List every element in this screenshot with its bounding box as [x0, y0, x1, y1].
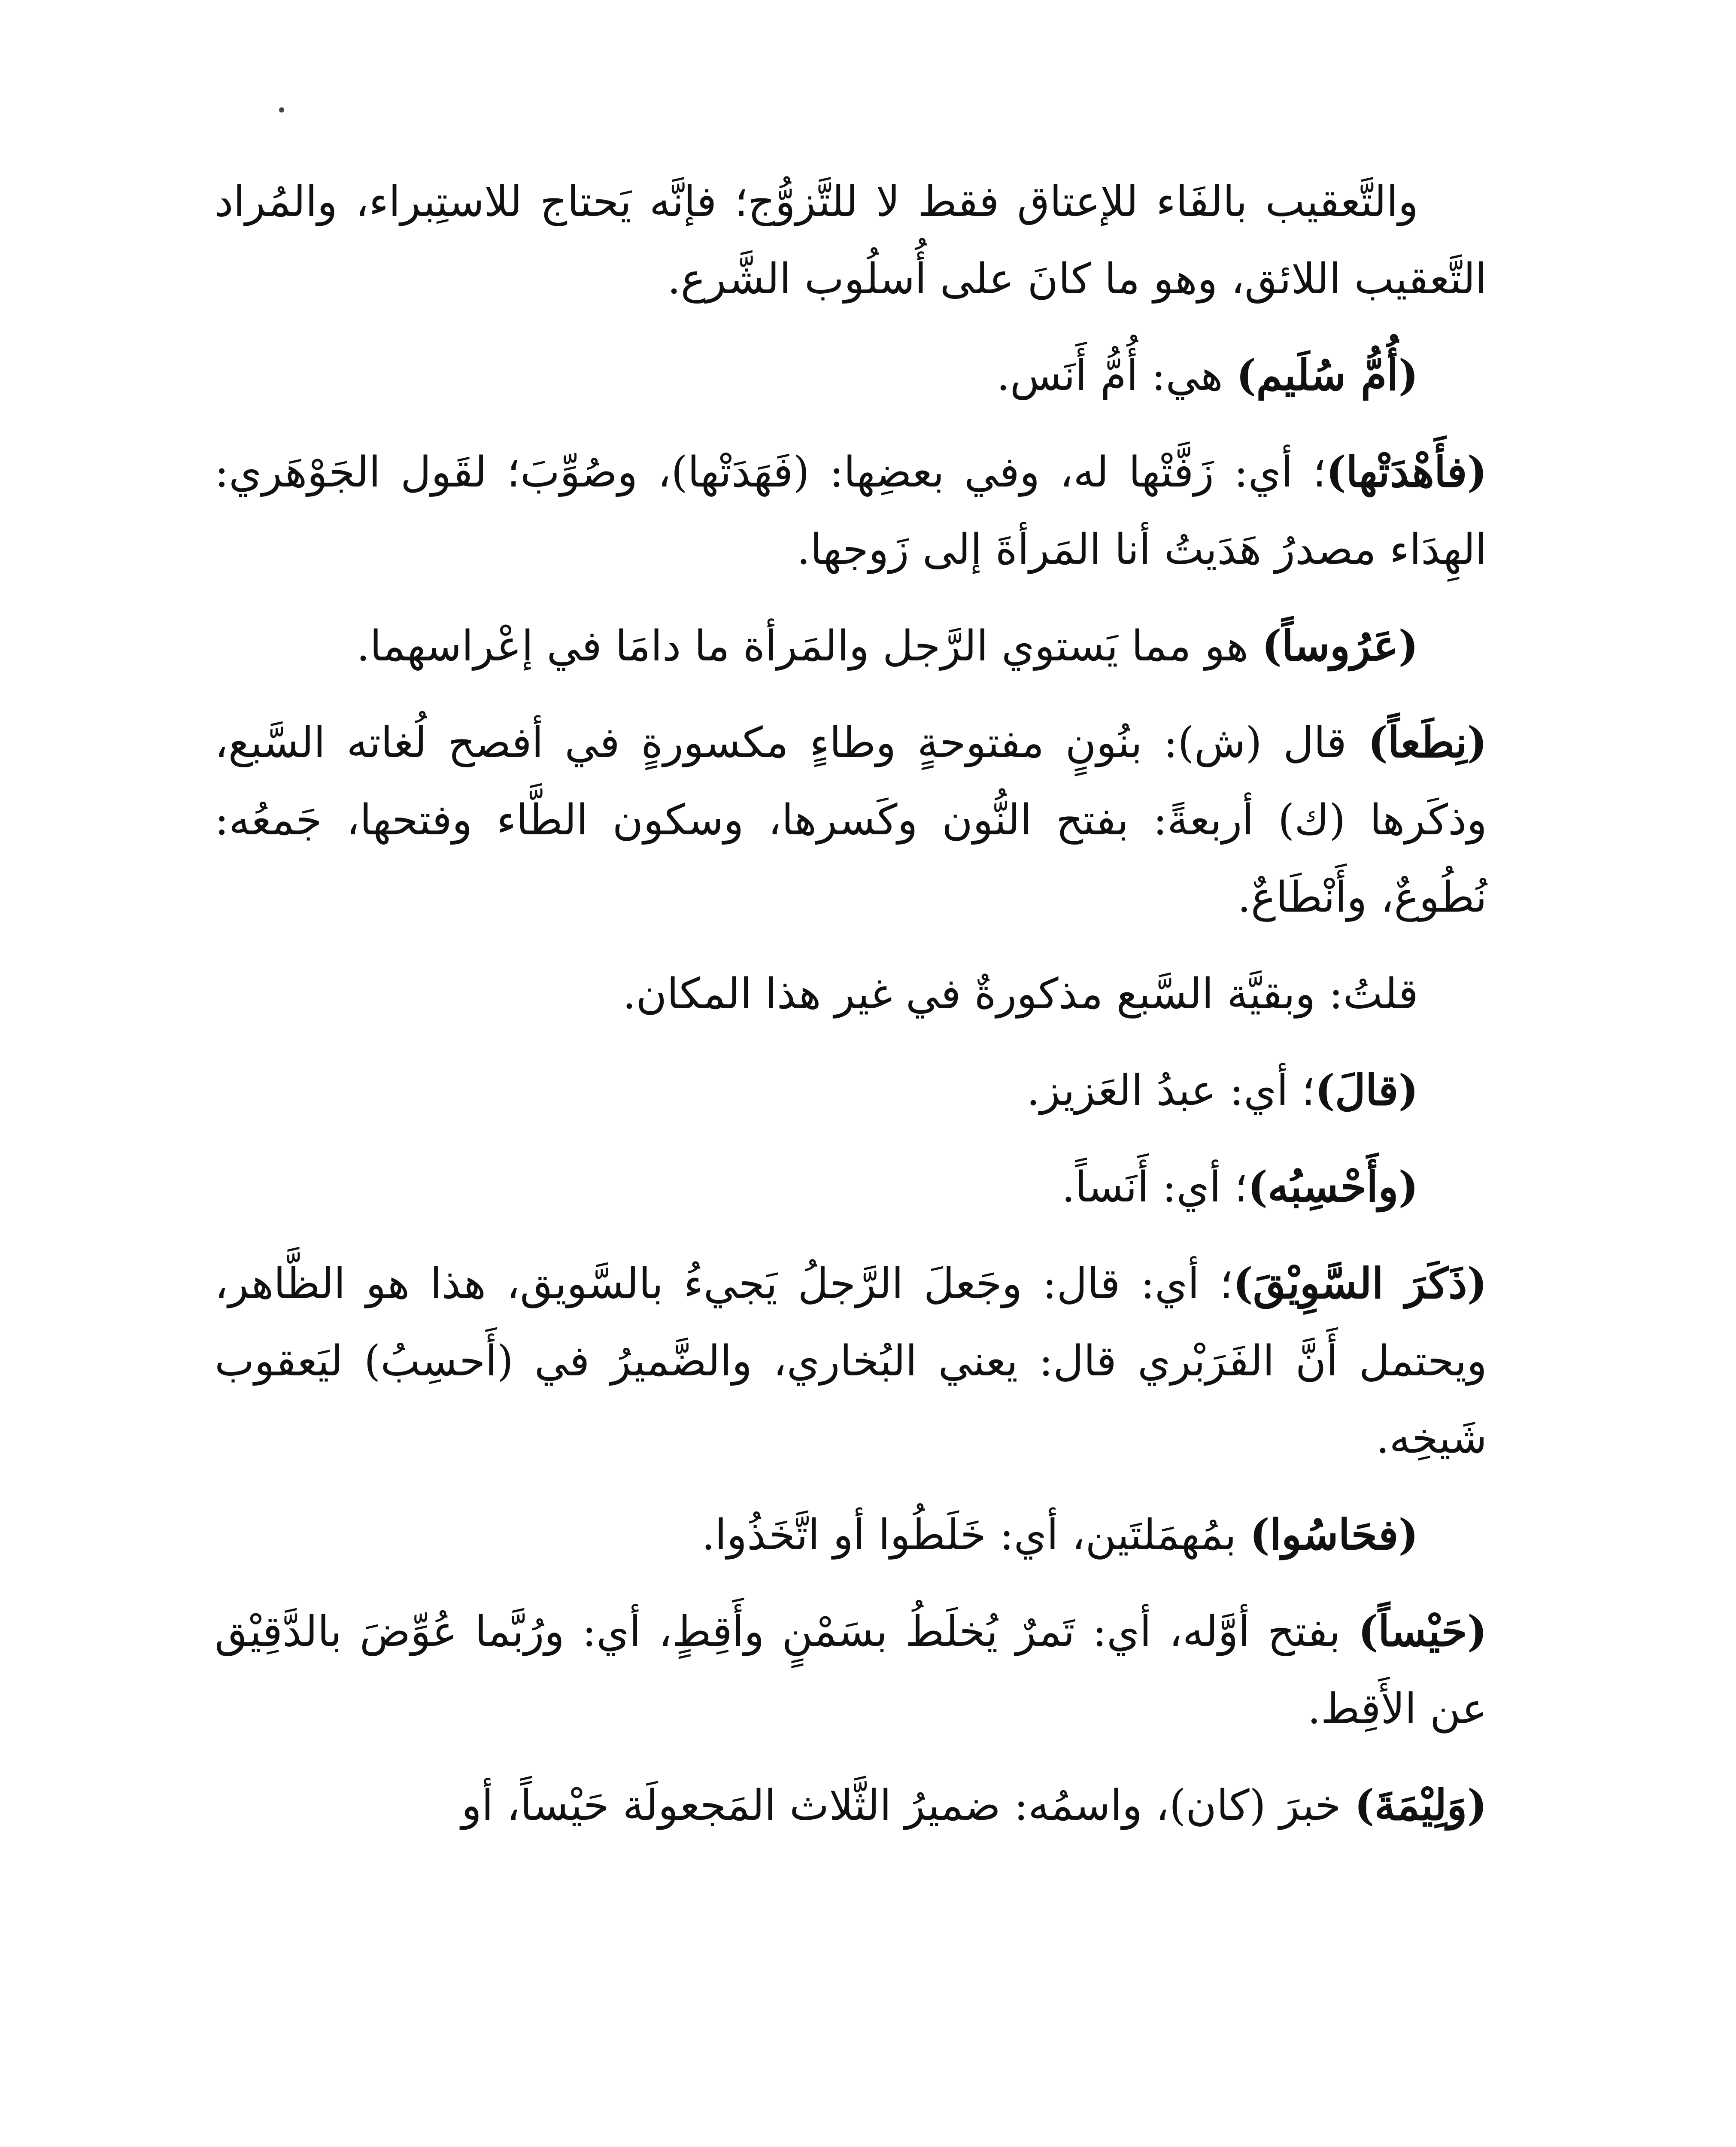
paragraph-5: [215, 704, 1487, 936]
term: (فحَاسُوا): [1250, 1510, 1418, 1560]
term: (أُمُّ سُلَيم): [1236, 351, 1418, 400]
term: (قالَ): [1315, 1066, 1418, 1115]
term: (عَرُوساً): [1262, 621, 1418, 671]
paragraph-3: [215, 434, 1487, 588]
paragraph-text: ؛ أي: زَفَّتْها له، وفي بعضِها: (فَهَدَتْها)، وصُوِّبَ؛ لقَول الجَوْهَري: الهِدَاء مصدرُ هَدَيتُ أنا المَرأةَ إلى زَوجها.: [215, 448, 1487, 574]
paragraph-text: قال (ش): بنُونٍ مفتوحةٍ وطاءٍ مكسورةٍ في أفصح لُغاته السَّبع، وذكَرها (ك) أربعةً: بفتح النُّون وكَسرها، وسكون الطَّاء وفتحها، جَمعُه: نُطُوعٌ، وأَنْطَاعٌ.: [215, 718, 1487, 922]
paragraph-9: [215, 1245, 1487, 1477]
paragraph-text: والتَّعقيب بالفَاء للإعتاق فقط لا للتَّزوُّج؛ فإنَّه يَحتاج للاستِبراء، والمُراد التَّعقيب اللائق، وهو ما كانَ على أُسلُوب الشَّرع.: [215, 177, 1487, 304]
term: (وأَحْسِبُه): [1247, 1162, 1418, 1212]
term: (نِطَعاً): [1368, 718, 1487, 767]
paragraph-2: [215, 337, 1487, 414]
term: (فأَهْدَتْها): [1326, 447, 1487, 497]
paragraph-text: هو مما يَستوي الرَّجل والمَرأة ما دامَا في إعْراسهما.: [356, 622, 1262, 671]
paragraph-7: [215, 1052, 1487, 1129]
paragraph-text: بمُهمَلتَين، أي: خَلَطُوا أو اتَّخَذُوا.: [701, 1511, 1250, 1560]
paragraph-text: ؛ أي: قال: وجَعلَ الرَّجلُ يَجيءُ بالسَّويق، هذا هو الظَّاهر، ويحتمل أَنَّ الفَرَبْري قال: يعني البُخاري، والضَّميرُ في (أَحسِبُ) ليَعقوب شَيخِه.: [215, 1259, 1487, 1463]
paragraph-text: ؛ أي: أَنَساً.: [1062, 1163, 1248, 1212]
paragraph-text: قلتُ: وبقيَّة السَّبع مذكورةٌ في غير هذا المكان.: [622, 970, 1418, 1019]
term: (حَيْساً): [1358, 1607, 1487, 1656]
paragraph-1: [215, 163, 1487, 318]
paragraph-11: [215, 1593, 1487, 1748]
paragraph-6: [215, 955, 1487, 1033]
paragraph-10: [215, 1496, 1487, 1574]
stray-dot: [279, 107, 284, 113]
paragraph-text: خبرَ (كان)، واسمُه: ضميرُ الثَّلاث المَجعولَة حَيْساً، أو: [461, 1781, 1355, 1830]
term: (ذَكَرَ السَّوِيْقَ): [1233, 1259, 1487, 1308]
term: (وَلِيْمَةَ): [1354, 1781, 1487, 1830]
paragraph-4: [215, 608, 1487, 685]
paragraph-12: [215, 1767, 1487, 1844]
paragraph-text: ؛ أي: عبدُ العَزيز.: [1026, 1066, 1315, 1115]
paragraph-text: هي: أُمُّ أَنَس.: [996, 351, 1236, 400]
body-text: [215, 163, 1487, 1864]
paragraph-8: [215, 1149, 1487, 1226]
paragraph-text: بفتح أوَّله، أي: تَمرٌ يُخلَطُ بسَمْنٍ وأَقِطٍ، أي: ورُبَّما عُوِّضَ بالدَّقِيْق عن الأَقِط.: [215, 1607, 1487, 1733]
